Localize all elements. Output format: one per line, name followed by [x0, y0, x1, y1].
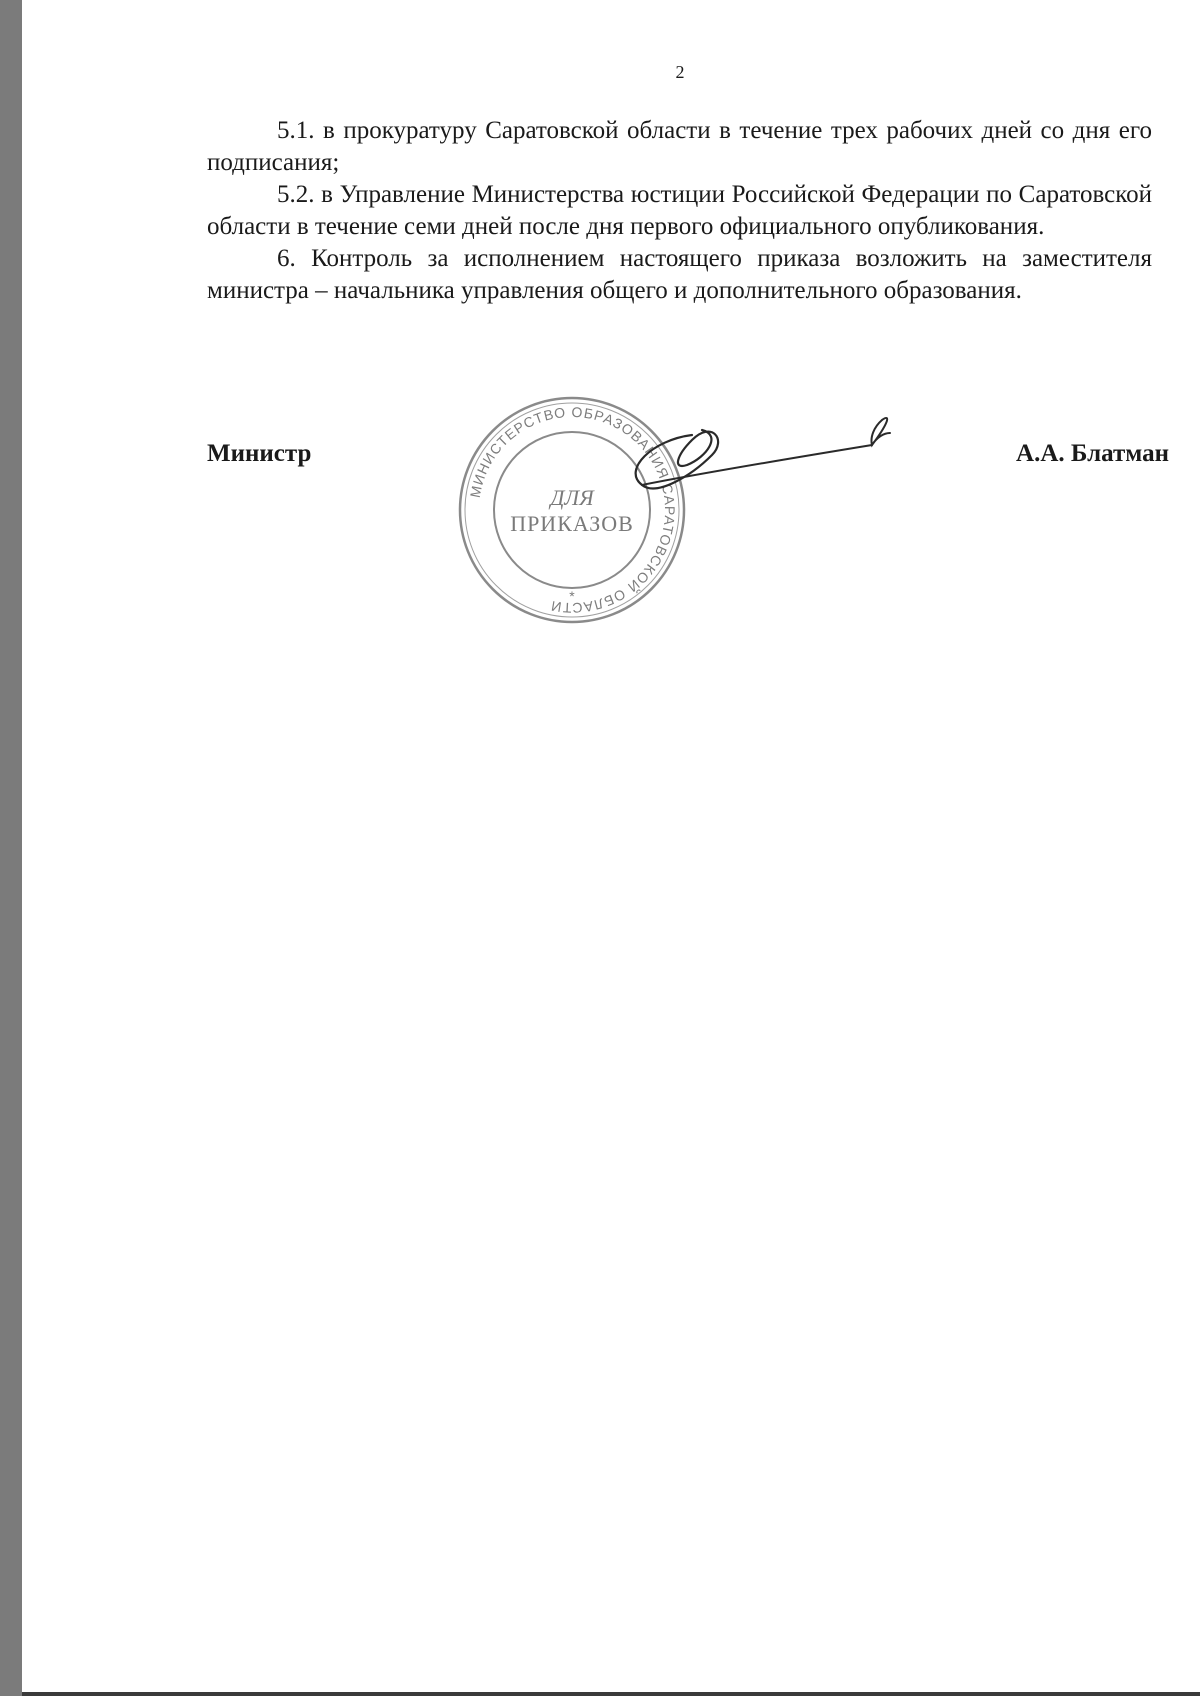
signer-title: Министр — [207, 440, 312, 467]
paragraph-5-2: 5.2. в Управление Министерства юстиции Российской Федерации по Саратовской области в течение семи дней после дня первого официального опубликования. — [207, 181, 1152, 240]
paragraph-6: 6. Контроль за исполнением настоящего приказа возложить на заместителя министра – начальника управления общего и дополнительного образования. — [207, 245, 1152, 304]
page-number: 2 — [675, 62, 685, 82]
stamp-ring-text: МИНИСТЕРСТВО ОБРАЗОВАНИЯ САРАТОВСКОЙ ОБЛАСТИ — [466, 403, 679, 617]
stamp-center-line1: ДЛЯ — [550, 485, 594, 510]
stamp-center-line2: ПРИКАЗОВ — [510, 511, 634, 536]
signer-name: А.А. Блатман — [1016, 440, 1169, 467]
body-text — [207, 115, 1152, 307]
scan-bottom-border — [22, 1692, 1200, 1696]
handwritten-signature — [632, 415, 912, 520]
stamp-star: * — [569, 588, 575, 604]
document-page — [22, 0, 1200, 1692]
scan-left-border — [0, 0, 22, 1696]
paragraph-5-1: 5.1. в прокуратуру Саратовской области в течение трех рабочих дней со дня его подписания; — [207, 117, 1152, 176]
